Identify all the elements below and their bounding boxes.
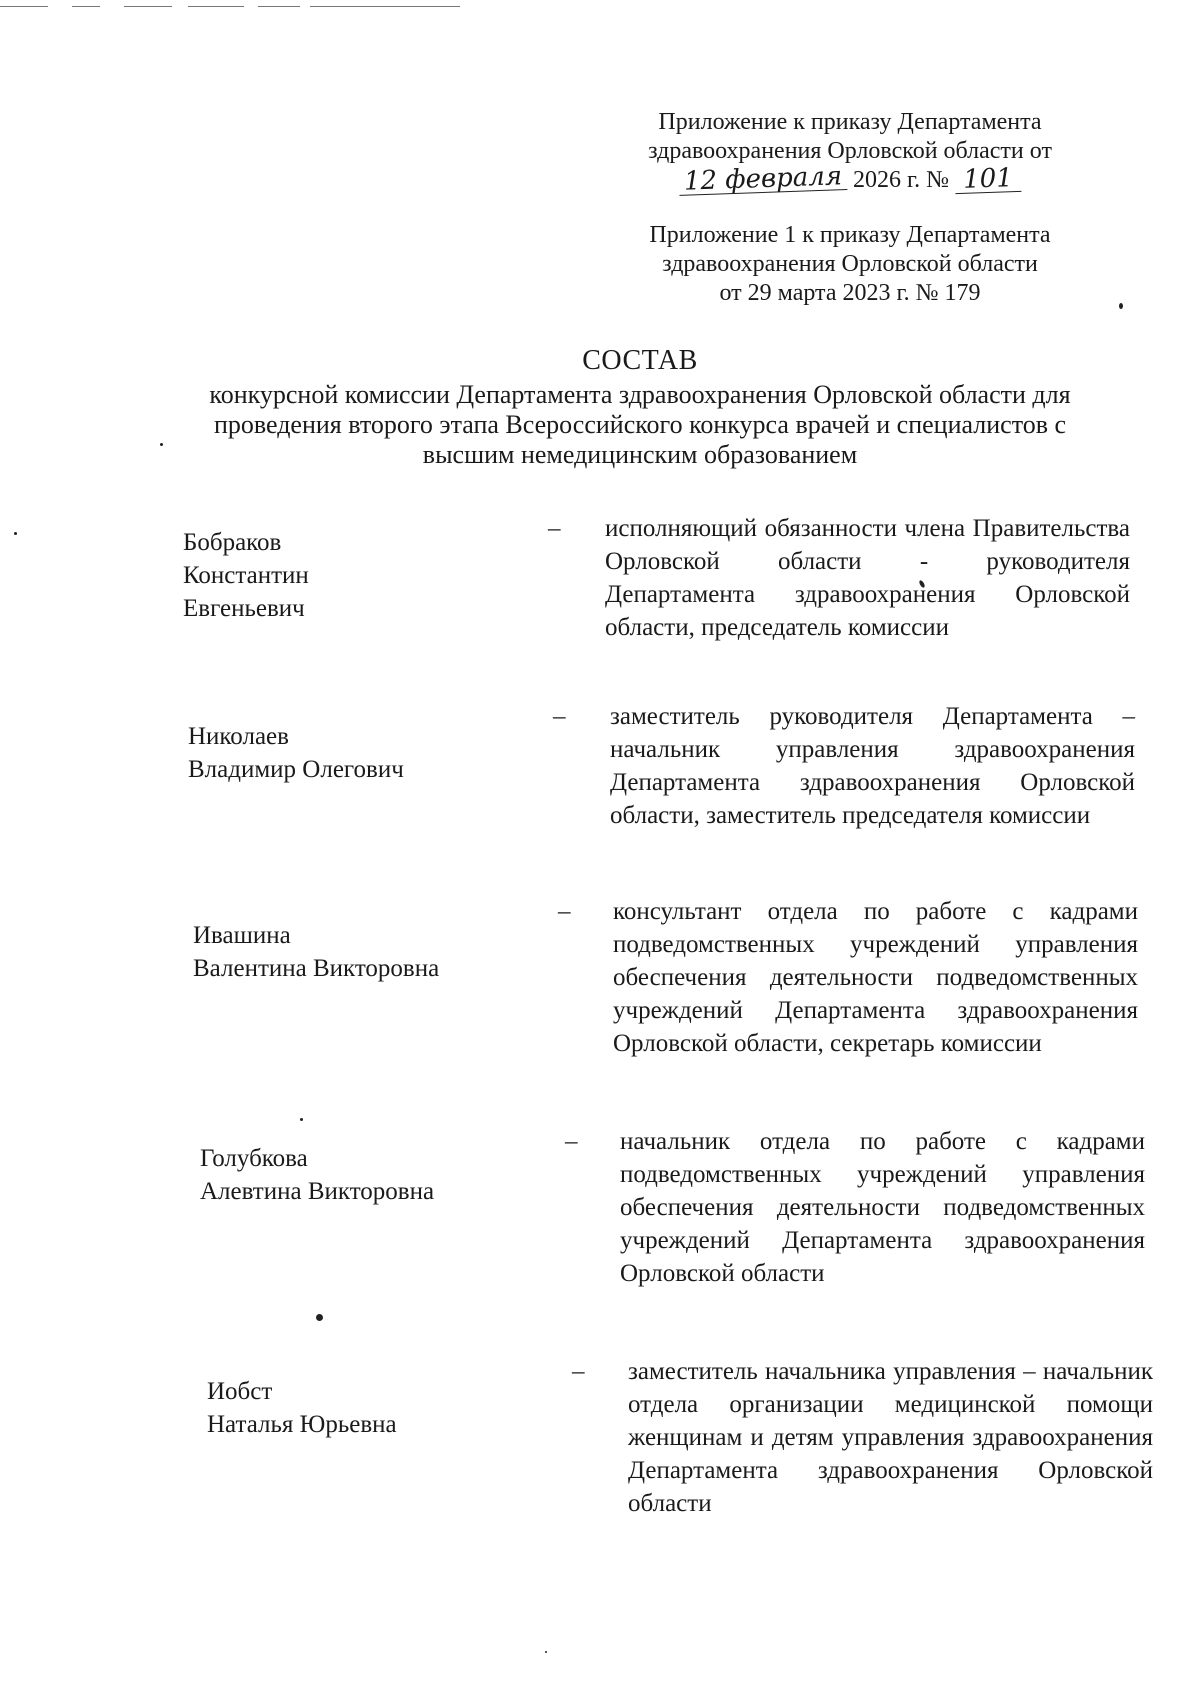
member-dash: – — [558, 898, 571, 925]
document-title — [150, 346, 1130, 470]
appendix-current-header — [600, 108, 1100, 195]
member-name — [188, 720, 518, 786]
member-patronymic: Евгеньевич — [183, 595, 305, 622]
appendix-original-header — [600, 221, 1100, 308]
member-surname: Иобст — [207, 1378, 273, 1405]
member-role: заместитель начальника управления – начальник отдела организации медицинской помощи женщинам и детям управления здравоохранения Департамента здравоохранения Орловской области — [628, 1358, 1153, 1517]
appendix-current-date-line — [600, 161, 1100, 197]
appendix-original-line2: здравоохранения Орловской области — [662, 251, 1038, 277]
member-surname: Бобраков — [183, 529, 282, 556]
appendix-year-text: 2026 г. № — [852, 167, 950, 193]
member-surname: Голубкова — [200, 1145, 308, 1172]
scan-speck — [14, 532, 17, 535]
appendix-current-line2: здравоохранения Орловской области от — [648, 138, 1052, 164]
member-given-name: Алевтина Викторовна — [200, 1178, 435, 1205]
scan-speck — [1119, 303, 1123, 309]
appendix-current-line1: Приложение к приказу Департамента — [658, 109, 1042, 135]
title-line-2: проведения второго этапа Всероссийского конкурса врачей и специалистов с — [213, 410, 1067, 439]
member-given-name: Валентина Викторовна — [193, 955, 440, 982]
member-name — [200, 1142, 530, 1208]
member-dash: – — [553, 703, 566, 730]
title-line-3: высшим немедицинским образованием — [422, 440, 858, 469]
member-surname: Ивашина — [193, 922, 291, 949]
scan-speck — [300, 1118, 303, 1121]
title-word: СОСТАВ — [582, 345, 698, 376]
member-surname: Николаев — [188, 723, 289, 750]
member-dash: – — [565, 1128, 578, 1155]
member-role: заместитель руководителя Департамента – начальник управления здравоохранения Департамента здравоохранения Орловской области, заместитель председателя комиссии — [610, 703, 1135, 829]
appendix-original-line3: от 29 марта 2023 г. № 179 — [719, 280, 981, 306]
member-name — [207, 1375, 537, 1441]
member-name — [193, 919, 523, 985]
handwritten-number: 101 — [955, 165, 1022, 194]
title-line-1: конкурсной комиссии Департамента здравоохранения Орловской области для — [209, 380, 1071, 409]
member-dash: – — [572, 1358, 585, 1385]
scan-speck — [545, 1651, 547, 1653]
appendix-original-line1: Приложение 1 к приказу Департамента — [649, 222, 1051, 248]
member-name — [183, 526, 513, 625]
member-given-name: Наталья Юрьевна — [207, 1411, 397, 1438]
member-given-name: Константин — [183, 562, 309, 589]
member-given-name: Владимир Олегович — [188, 756, 404, 783]
member-role: консультант отдела по работе с кадрами подведомственных учреждений управления обеспечения деятельности подведомственных учреждений Департамента здравоохранения Орловской области, секретарь комиссии — [613, 898, 1138, 1057]
member-role: начальник отдела по работе с кадрами подведомственных учреждений управления обеспечения деятельности подведомственных учреждений Департамента здравоохранения Орловской области — [620, 1128, 1145, 1287]
scan-speck — [316, 1314, 323, 1321]
scan-artifact-lines — [0, 6, 460, 10]
member-dash: – — [548, 515, 561, 542]
handwritten-date: 12 февраля — [679, 163, 848, 196]
member-role: исполняющий обязанности члена Правительства Орловской области - руководителя Департамента здравоохранения Орловской области, председатель комиссии — [605, 515, 1130, 641]
